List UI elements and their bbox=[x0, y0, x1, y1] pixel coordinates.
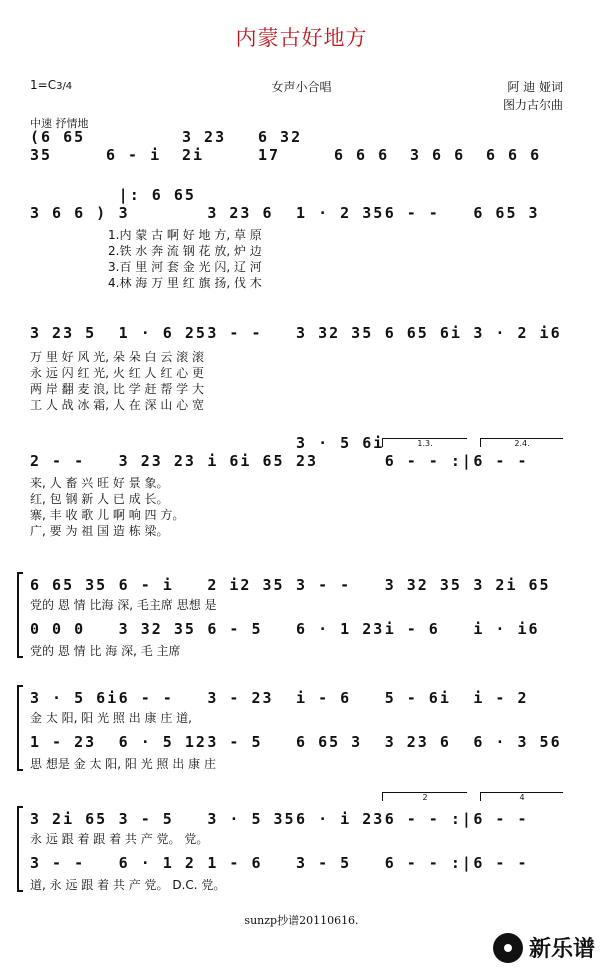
lyric-line: 4.林 海 万 里 红 旗 扬, 伐 木 bbox=[108, 276, 262, 290]
logo-text: 新乐谱 bbox=[528, 937, 595, 962]
tempo-marking: 中速 抒情地 bbox=[30, 117, 89, 130]
lyric-line-lower: 思 想是 金 太 阳, 阳 光 照 出 康 庄 bbox=[30, 757, 216, 771]
notes-line: (6 65 35 6 - i 3 23 2i 6 32 17 6 6 6 3 6 6 6 6 6 bbox=[30, 128, 542, 164]
transcriber-credit: sunzp抄谱20110616. bbox=[244, 914, 359, 927]
notes-line: 3 23 5 1 · 6 25 3 - - 3 32 35 6 65 6i 3 · 2 i6 bbox=[30, 324, 562, 342]
key-signature: 1=C3/4 bbox=[30, 78, 73, 92]
record-disc-icon bbox=[493, 933, 523, 963]
notes-line: 2 - - 3 23 23 i 6i 65 3 · 5 6i 23 6 - - :| 6 - - bbox=[30, 434, 529, 470]
volta-bracket: 2 bbox=[382, 792, 467, 801]
part-brace bbox=[17, 572, 23, 658]
lyric-line-lower: 党的 恩 情 比 海 深, 毛 主席 bbox=[30, 644, 181, 658]
part-brace bbox=[17, 685, 23, 771]
lyric-line: 永 远 闪 红 光, 火 红 人 红 心 更 bbox=[30, 366, 204, 380]
notes-line: 3 2i 65 3 - 5 3 · 5 35 6 · i 23 6 - - :| 6 - - bbox=[30, 810, 529, 828]
notes-line: 3 6 6 ) |: 6 65 3 3 23 6 1 · 2 35 6 - - 6 65 3 bbox=[30, 186, 540, 222]
site-logo bbox=[493, 932, 595, 963]
lyric-line: 工 人 战 冰 霜, 人 在 深 山 心 宽 bbox=[30, 398, 204, 412]
genre-label: 女声小合唱 bbox=[271, 80, 332, 94]
part-brace bbox=[17, 806, 23, 892]
notes-line: 6 65 35 6 - i 2 i2 35 3 - - 3 32 35 3 2i 65 bbox=[30, 576, 551, 594]
lyric-line: 红, 包 钢 新 人 已 成 长。 bbox=[30, 492, 169, 506]
volta-bracket: 2.4. bbox=[480, 438, 563, 447]
notes-line-lower: 0 0 0 3 32 35 6 - 5 6 · 1 23 i - 6 i · i6 bbox=[30, 620, 540, 638]
lyric-line: 永 远 跟 着 跟 着 共 产 党。 党。 bbox=[30, 832, 209, 846]
lyric-line: 寨, 丰 收 歌 儿 啊 响 四 方。 bbox=[30, 508, 185, 522]
lyric-line: 党的 恩 情 比海 深, 毛主席 思想 是 bbox=[30, 598, 217, 612]
volta-bracket: 1.3. bbox=[382, 438, 467, 447]
lyric-line: 两 岸 翻 麦 浪, 比 学 赶 帮 学 大 bbox=[30, 382, 204, 396]
lyric-line: 金 太 阳, 阳 光 照 出 康 庄 道, bbox=[30, 711, 192, 725]
lyric-line: 广, 要 为 祖 国 造 栋 梁。 bbox=[30, 524, 169, 538]
composer-credit: 图力古尔曲 bbox=[502, 98, 563, 112]
notes-line-lower: 1 - 23 6 · 5 12 3 - 5 6 65 3 3 23 6 6 · 3 56 bbox=[30, 733, 562, 751]
lyric-line: 3.百 里 河 套 金 光 闪, 辽 河 bbox=[108, 260, 262, 274]
lyric-line: 万 里 好 风 光, 朵 朵 白 云 滚 滚 bbox=[30, 350, 204, 364]
lyric-line-lower: 道, 永 远 跟 着 共 产 党。 D.C. 党。 bbox=[30, 878, 226, 892]
volta-bracket: 4 bbox=[480, 792, 563, 801]
lyricist-credit: 阿 迪 娅词 bbox=[507, 80, 563, 94]
notes-line-lower: 3 - - 6 · 1 2 1 - 6 3 - 5 6 - - :| 6 - - bbox=[30, 854, 529, 872]
notes-line: 3 · 5 6i 6 - - 3 - 23 i - 6 5 - 6i i - 2 bbox=[30, 689, 529, 707]
lyric-line: 1.内 蒙 古 啊 好 地 方, 草 原 bbox=[108, 228, 262, 242]
lyric-line: 2.铁 水 奔 流 钢 花 放, 炉 边 bbox=[108, 244, 262, 258]
lyric-line: 来, 人 畜 兴 旺 好 景 象。 bbox=[30, 476, 169, 490]
page-title: 内蒙古好地方 bbox=[235, 26, 368, 50]
